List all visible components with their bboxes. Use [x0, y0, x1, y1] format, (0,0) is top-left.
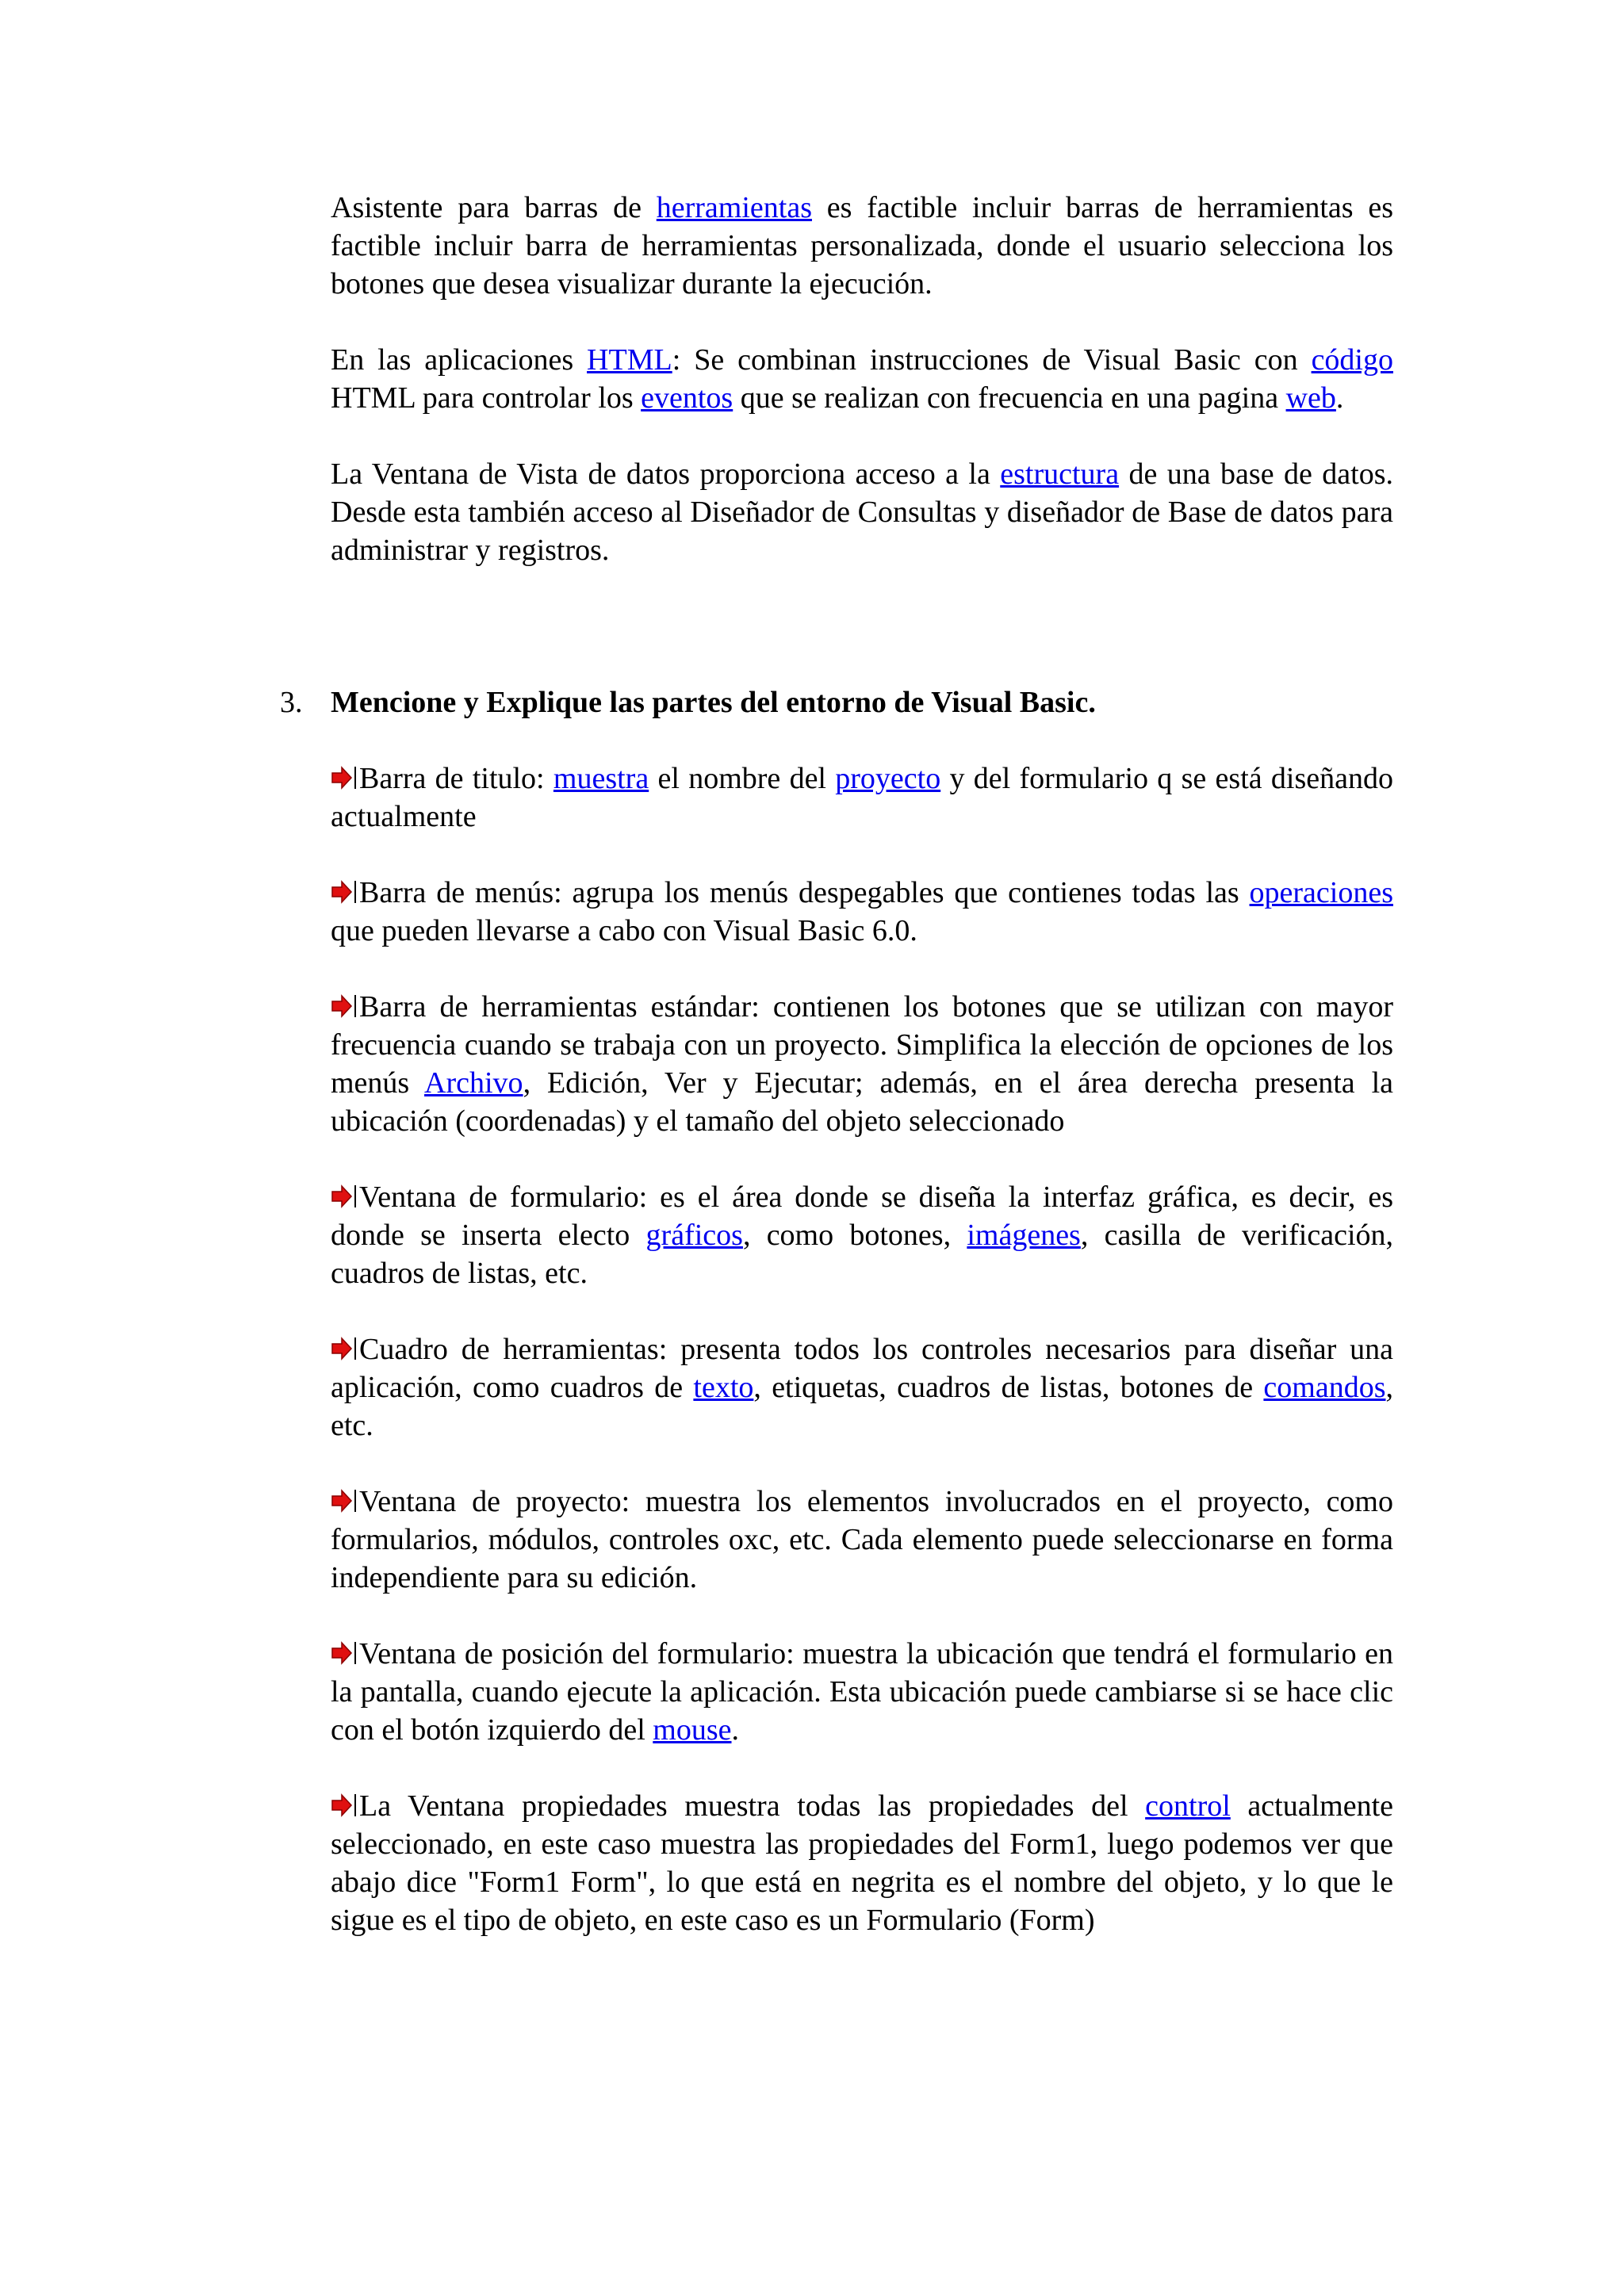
red-arrow-icon — [331, 1336, 358, 1361]
text: Cuadro de herramientas: presenta todos los controles necesarios para diseñar una aplicación, como cuadros de — [331, 1333, 1393, 1404]
link-graficos[interactable]: gráficos — [645, 1219, 743, 1252]
link-html[interactable]: HTML — [587, 343, 672, 377]
link-muestra[interactable]: muestra — [553, 762, 649, 795]
text: Ventana de posición del formulario: muestra la ubicación que tendrá el formulario en la pantalla, cuando ejecute la aplicación. Esta ubicación puede cambiarse si se hace clic con el botón izquierdo del — [331, 1637, 1393, 1747]
text: Asistente para barras de — [331, 191, 657, 224]
link-operaciones[interactable]: operaciones — [1249, 876, 1393, 909]
text: Ventana de proyecto: muestra los elementos involucrados en el proyecto, como formularios, módulos, controles oxc, etc. Cada elemento puede seleccionarse en forma independiente para su edición. — [331, 1485, 1393, 1594]
red-arrow-icon — [331, 765, 358, 790]
link-mouse[interactable]: mouse — [653, 1713, 732, 1747]
text: , etc. — [331, 1371, 1393, 1442]
red-arrow-icon — [331, 879, 358, 905]
red-arrow-icon — [331, 1640, 358, 1666]
text: Ventana de formulario: es el área donde se diseña la interfaz gráfica, es decir, es donde se inserta electo — [331, 1181, 1393, 1252]
link-texto[interactable]: texto — [693, 1371, 754, 1404]
link-proyecto[interactable]: proyecto — [835, 762, 941, 795]
bullet-properties-window — [331, 1787, 1393, 1939]
link-control[interactable]: control — [1145, 1789, 1231, 1823]
link-eventos[interactable]: eventos — [641, 381, 733, 415]
text: que pueden llevarse a cabo con Visual Basic 6.0. — [331, 914, 917, 947]
paragraph-data-view — [331, 455, 1393, 569]
red-arrow-icon — [331, 993, 358, 1019]
text: es factible incluir barras de herramientas es factible incluir barra de herramientas personalizada, donde el usuario selecciona los botones que desea visualizar durante la ejecución. — [331, 191, 1393, 300]
text: . — [1335, 381, 1344, 415]
text: . — [731, 1713, 739, 1747]
text: y del formulario q se está diseñando actualmente — [331, 762, 1393, 833]
text: Barra de menús: agrupa los menús despegables que contienes todas las — [359, 876, 1250, 909]
red-arrow-icon — [331, 1793, 358, 1818]
bullet-project-window — [331, 1483, 1393, 1597]
link-web[interactable]: web — [1285, 381, 1336, 415]
bullet-form-window — [331, 1178, 1393, 1292]
text: el nombre del — [649, 762, 836, 795]
document-page — [280, 189, 1393, 1977]
bullet-form-position-window — [331, 1635, 1393, 1749]
section-number: 3. — [280, 686, 303, 719]
text: , etiquetas, cuadros de listas, botones de — [753, 1371, 1264, 1404]
text: Barra de titulo: — [359, 762, 553, 795]
bullet-toolbox — [331, 1330, 1393, 1445]
bullet-title-bar — [331, 760, 1393, 836]
link-archivo[interactable]: Archivo — [424, 1066, 523, 1100]
text: , como botones, — [742, 1219, 967, 1252]
link-herramientas[interactable]: herramientas — [656, 191, 812, 224]
link-imagenes[interactable]: imágenes — [967, 1219, 1081, 1252]
link-comandos[interactable]: comandos — [1263, 1371, 1386, 1404]
text: Barra de herramientas estándar: contienen los botones que se utilizan con mayor frecuencia cuando se trabaja con un proyecto. Simplifica la elección de opciones de los menús — [331, 990, 1393, 1100]
link-estructura[interactable]: estructura — [1000, 457, 1120, 491]
section-title: Mencione y Explique las partes del entorno de Visual Basic. — [331, 686, 1096, 719]
red-arrow-icon — [331, 1488, 358, 1513]
text: que se realizan con frecuencia en una pagina — [733, 381, 1286, 415]
text: de una base de datos. Desde esta también acceso al Diseñador de Consultas y diseñador de Base de datos para administrar y registros. — [331, 457, 1393, 567]
text: La Ventana de Vista de datos proporciona acceso a la — [331, 457, 1001, 491]
red-arrow-icon — [331, 1184, 358, 1209]
text: HTML para controlar los — [331, 381, 642, 415]
text: , casilla de verificación, cuadros de listas, etc. — [331, 1219, 1393, 1290]
text: : Se combinan instrucciones de Visual Basic con — [672, 343, 1312, 377]
text: En las aplicaciones — [331, 343, 588, 377]
section-heading — [280, 683, 1393, 721]
bullet-menu-bar — [331, 874, 1393, 950]
link-codigo[interactable]: código — [1311, 343, 1393, 377]
text: , Edición, Ver y Ejecutar; además, en el área derecha presenta la ubicación (coordenadas) y el tamaño del objeto seleccionado — [331, 1066, 1393, 1138]
paragraph-html-apps — [331, 341, 1393, 417]
paragraph-toolbar-wizard — [331, 189, 1393, 303]
text: La Ventana propiedades muestra todas las propiedades del — [359, 1789, 1146, 1823]
section-spacer — [331, 607, 1393, 683]
text: actualmente seleccionado, en este caso muestra las propiedades del Form1, luego podemos ver que abajo dice "Form1 Form", lo que está en negrita es el nombre del objeto, y lo que le sigue es el tipo de objeto, en este caso es un Formulario (Form) — [331, 1789, 1393, 1937]
bullet-standard-toolbar — [331, 988, 1393, 1140]
